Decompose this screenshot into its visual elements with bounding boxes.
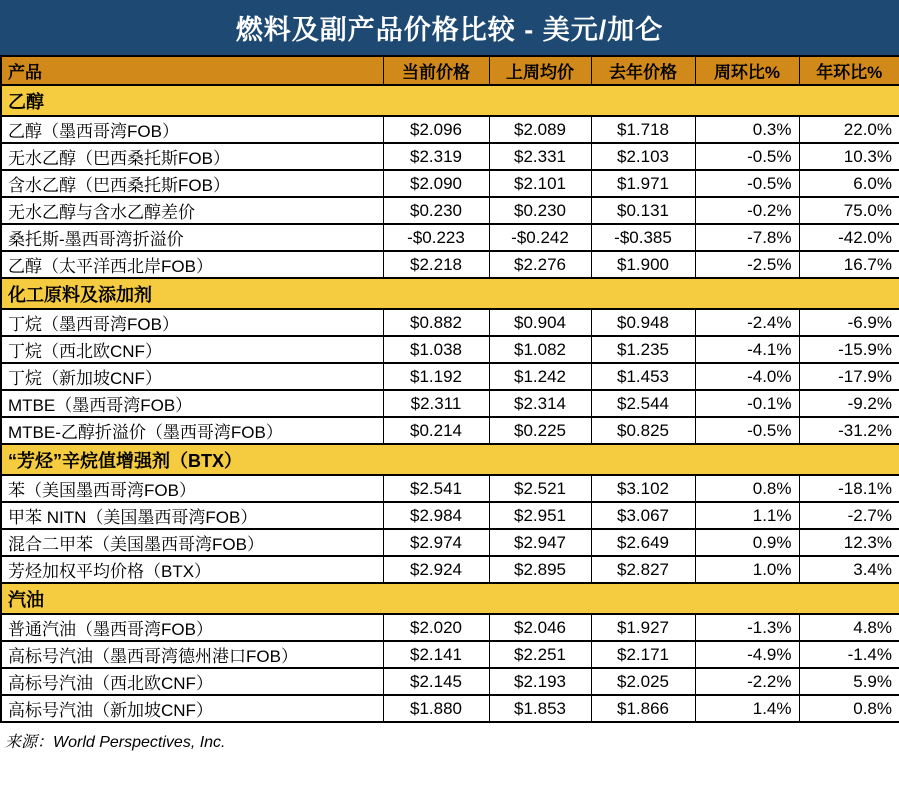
- yoy-change-cell: 10.3%: [799, 143, 899, 170]
- product-cell: 含水乙醇（巴西桑托斯FOB）: [1, 170, 383, 197]
- table-row: [1, 197, 899, 224]
- last-week-price-cell: $2.089: [489, 116, 591, 143]
- current-price-cell: $0.214: [383, 417, 489, 444]
- product-cell: 混合二甲苯（美国墨西哥湾FOB）: [1, 529, 383, 556]
- section-header-row: [1, 278, 899, 309]
- last-year-price-cell: $1.718: [591, 116, 695, 143]
- wow-change-cell: -0.5%: [695, 170, 799, 197]
- current-price-cell: $2.974: [383, 529, 489, 556]
- current-price-cell: -$0.223: [383, 224, 489, 251]
- wow-change-cell: -7.8%: [695, 224, 799, 251]
- yoy-change-cell: -6.9%: [799, 309, 899, 336]
- column-header-current-price: 当前价格: [383, 56, 489, 85]
- yoy-change-cell: 6.0%: [799, 170, 899, 197]
- wow-change-cell: 1.0%: [695, 556, 799, 583]
- current-price-cell: $2.319: [383, 143, 489, 170]
- last-year-price-cell: $2.827: [591, 556, 695, 583]
- wow-change-cell: 0.9%: [695, 529, 799, 556]
- current-price-cell: $0.230: [383, 197, 489, 224]
- section-title: 汽油: [1, 583, 899, 614]
- current-price-cell: $2.984: [383, 502, 489, 529]
- section-title: “芳烃”辛烷值增强剂（BTX）: [1, 444, 899, 475]
- last-week-price-cell: -$0.242: [489, 224, 591, 251]
- last-year-price-cell: $1.900: [591, 251, 695, 278]
- current-price-cell: $1.192: [383, 363, 489, 390]
- product-cell: 普通汽油（墨西哥湾FOB）: [1, 614, 383, 641]
- column-header-product: 产品: [1, 56, 383, 85]
- source-note: 来源：World Perspectives, Inc.: [5, 734, 226, 751]
- yoy-change-cell: -9.2%: [799, 390, 899, 417]
- section-header-row: [1, 444, 899, 475]
- current-price-cell: $2.020: [383, 614, 489, 641]
- product-cell: 丁烷（新加坡CNF）: [1, 363, 383, 390]
- product-cell: 乙醇（墨西哥湾FOB）: [1, 116, 383, 143]
- product-cell: 无水乙醇与含水乙醇差价: [1, 197, 383, 224]
- yoy-change-cell: -42.0%: [799, 224, 899, 251]
- current-price-cell: $1.038: [383, 336, 489, 363]
- yoy-change-cell: 75.0%: [799, 197, 899, 224]
- last-year-price-cell: $1.927: [591, 614, 695, 641]
- current-price-cell: $2.924: [383, 556, 489, 583]
- product-cell: 桑托斯-墨西哥湾折溢价: [1, 224, 383, 251]
- last-year-price-cell: $3.102: [591, 475, 695, 502]
- product-cell: 无水乙醇（巴西桑托斯FOB）: [1, 143, 383, 170]
- product-cell: 丁烷（墨西哥湾FOB）: [1, 309, 383, 336]
- product-cell: MTBE（墨西哥湾FOB）: [1, 390, 383, 417]
- section-title: 化工原料及添加剂: [1, 278, 899, 309]
- last-week-price-cell: $2.276: [489, 251, 591, 278]
- wow-change-cell: -4.9%: [695, 641, 799, 668]
- table-row: [1, 336, 899, 363]
- last-year-price-cell: $2.544: [591, 390, 695, 417]
- product-cell: 苯（美国墨西哥湾FOB）: [1, 475, 383, 502]
- last-week-price-cell: $2.331: [489, 143, 591, 170]
- current-price-cell: $2.541: [383, 475, 489, 502]
- section-title: 乙醇: [1, 85, 899, 116]
- wow-change-cell: -0.5%: [695, 417, 799, 444]
- wow-change-cell: 1.1%: [695, 502, 799, 529]
- wow-change-cell: -4.1%: [695, 336, 799, 363]
- column-header-wow-change: 周环比%: [695, 56, 799, 85]
- last-year-price-cell: -$0.385: [591, 224, 695, 251]
- last-week-price-cell: $2.046: [489, 614, 591, 641]
- yoy-change-cell: 16.7%: [799, 251, 899, 278]
- table-header: [1, 56, 899, 85]
- table-row: [1, 556, 899, 583]
- table-row: [1, 170, 899, 197]
- product-cell: 高标号汽油（新加坡CNF）: [1, 695, 383, 722]
- table-row: [1, 417, 899, 444]
- wow-change-cell: 0.8%: [695, 475, 799, 502]
- last-week-price-cell: $2.193: [489, 668, 591, 695]
- last-week-price-cell: $1.082: [489, 336, 591, 363]
- current-price-cell: $0.882: [383, 309, 489, 336]
- last-year-price-cell: $1.866: [591, 695, 695, 722]
- table-row: [1, 309, 899, 336]
- yoy-change-cell: 0.8%: [799, 695, 899, 722]
- table-row: [1, 641, 899, 668]
- table-row: [1, 668, 899, 695]
- section-header-row: [1, 85, 899, 116]
- last-year-price-cell: $2.649: [591, 529, 695, 556]
- table-row: [1, 143, 899, 170]
- table-row: [1, 614, 899, 641]
- last-week-price-cell: $2.895: [489, 556, 591, 583]
- wow-change-cell: -1.3%: [695, 614, 799, 641]
- wow-change-cell: -2.4%: [695, 309, 799, 336]
- table-row: [1, 529, 899, 556]
- wow-change-cell: 1.4%: [695, 695, 799, 722]
- price-table: [0, 55, 899, 723]
- last-week-price-cell: $1.853: [489, 695, 591, 722]
- last-year-price-cell: $0.131: [591, 197, 695, 224]
- table-row: [1, 251, 899, 278]
- last-week-price-cell: $2.314: [489, 390, 591, 417]
- last-week-price-cell: $2.521: [489, 475, 591, 502]
- yoy-change-cell: 5.9%: [799, 668, 899, 695]
- last-week-price-cell: $0.225: [489, 417, 591, 444]
- last-week-price-cell: $2.951: [489, 502, 591, 529]
- wow-change-cell: -2.2%: [695, 668, 799, 695]
- yoy-change-cell: -15.9%: [799, 336, 899, 363]
- product-cell: 芳烃加权平均价格（BTX）: [1, 556, 383, 583]
- wow-change-cell: -0.5%: [695, 143, 799, 170]
- yoy-change-cell: 3.4%: [799, 556, 899, 583]
- last-week-price-cell: $2.101: [489, 170, 591, 197]
- table-row: [1, 390, 899, 417]
- last-year-price-cell: $2.103: [591, 143, 695, 170]
- current-price-cell: $2.145: [383, 668, 489, 695]
- column-header-last-week-price: 上周均价: [489, 56, 591, 85]
- product-cell: MTBE-乙醇折溢价（墨西哥湾FOB）: [1, 417, 383, 444]
- yoy-change-cell: -1.4%: [799, 641, 899, 668]
- current-price-cell: $2.141: [383, 641, 489, 668]
- current-price-cell: $2.218: [383, 251, 489, 278]
- last-year-price-cell: $2.025: [591, 668, 695, 695]
- table-row: [1, 695, 899, 722]
- current-price-cell: $2.311: [383, 390, 489, 417]
- section-header-row: [1, 583, 899, 614]
- wow-change-cell: 0.3%: [695, 116, 799, 143]
- last-week-price-cell: $2.251: [489, 641, 591, 668]
- last-year-price-cell: $1.971: [591, 170, 695, 197]
- column-header-yoy-change: 年环比%: [799, 56, 899, 85]
- table-row: [1, 502, 899, 529]
- product-cell: 高标号汽油（墨西哥湾德州港口FOB）: [1, 641, 383, 668]
- product-cell: 高标号汽油（西北欧CNF）: [1, 668, 383, 695]
- yoy-change-cell: -18.1%: [799, 475, 899, 502]
- product-cell: 甲苯 NITN（美国墨西哥湾FOB）: [1, 502, 383, 529]
- column-header-last-year-price: 去年价格: [591, 56, 695, 85]
- last-week-price-cell: $0.230: [489, 197, 591, 224]
- wow-change-cell: -0.1%: [695, 390, 799, 417]
- product-cell: 乙醇（太平洋西北岸FOB）: [1, 251, 383, 278]
- yoy-change-cell: -31.2%: [799, 417, 899, 444]
- yoy-change-cell: 22.0%: [799, 116, 899, 143]
- wow-change-cell: -0.2%: [695, 197, 799, 224]
- current-price-cell: $1.880: [383, 695, 489, 722]
- current-price-cell: $2.090: [383, 170, 489, 197]
- last-week-price-cell: $1.242: [489, 363, 591, 390]
- table-row: [1, 224, 899, 251]
- table-row: [1, 116, 899, 143]
- yoy-change-cell: -17.9%: [799, 363, 899, 390]
- last-year-price-cell: $1.235: [591, 336, 695, 363]
- yoy-change-cell: -2.7%: [799, 502, 899, 529]
- table-row: [1, 475, 899, 502]
- last-year-price-cell: $1.453: [591, 363, 695, 390]
- last-week-price-cell: $0.904: [489, 309, 591, 336]
- yoy-change-cell: 4.8%: [799, 614, 899, 641]
- page-title: 燃料及副产品价格比较 - 美元/加仑: [0, 0, 899, 55]
- current-price-cell: $2.096: [383, 116, 489, 143]
- last-year-price-cell: $0.825: [591, 417, 695, 444]
- wow-change-cell: -4.0%: [695, 363, 799, 390]
- column-header-row: [1, 56, 899, 85]
- last-week-price-cell: $2.947: [489, 529, 591, 556]
- product-cell: 丁烷（西北欧CNF）: [1, 336, 383, 363]
- last-year-price-cell: $0.948: [591, 309, 695, 336]
- wow-change-cell: -2.5%: [695, 251, 799, 278]
- table-body: [1, 85, 899, 722]
- last-year-price-cell: $3.067: [591, 502, 695, 529]
- yoy-change-cell: 12.3%: [799, 529, 899, 556]
- last-year-price-cell: $2.171: [591, 641, 695, 668]
- table-row: [1, 363, 899, 390]
